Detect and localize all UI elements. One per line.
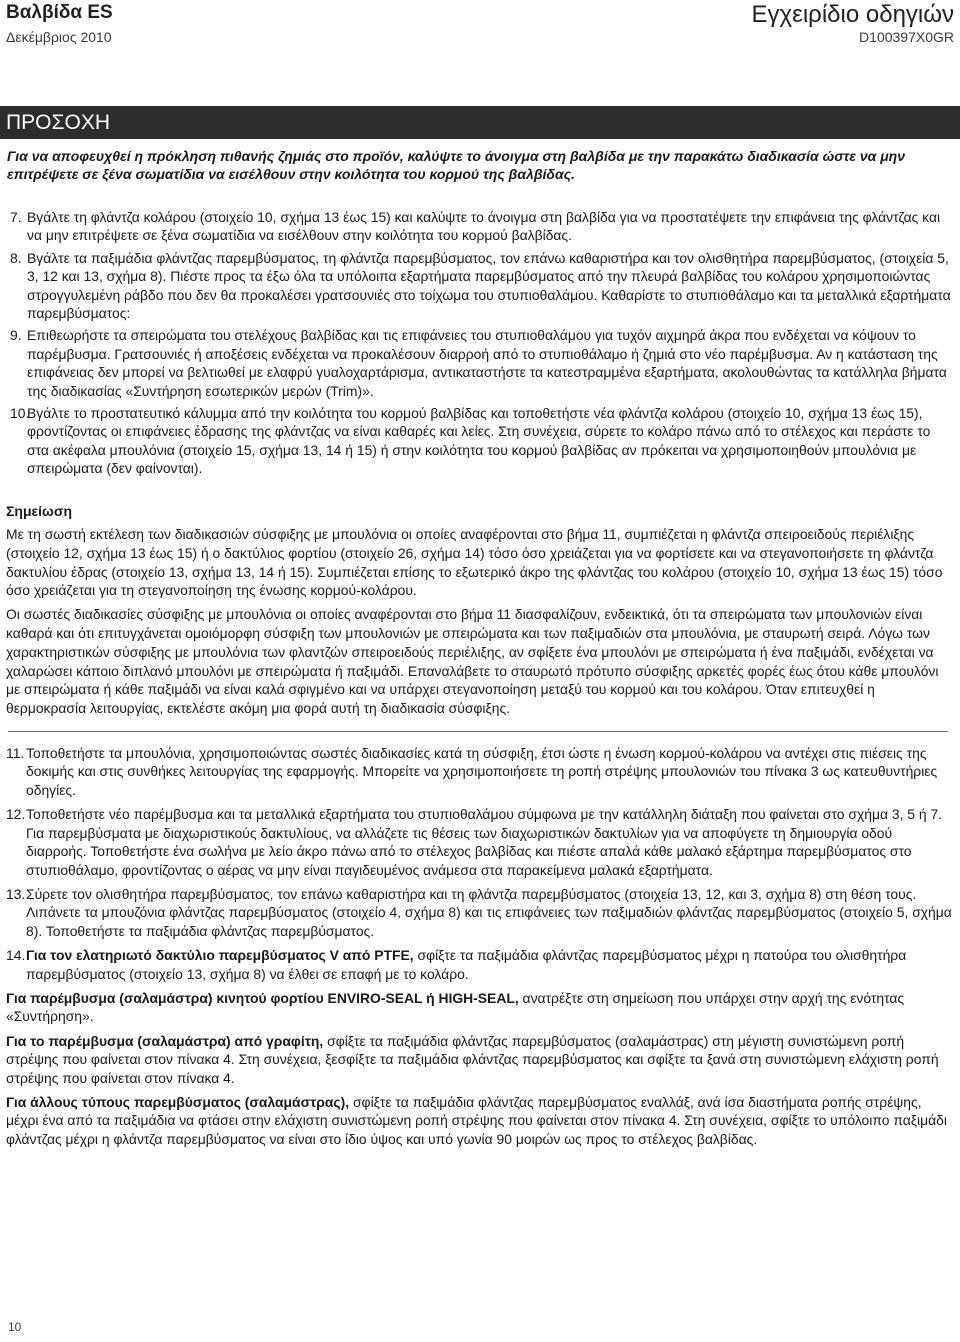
step-lead-bold: Για τον ελατηριωτό δακτύλιο παρεμβύσματος V από PTFE, bbox=[26, 947, 414, 964]
document-number: D100397X0GR bbox=[859, 29, 954, 45]
paragraph-body: σφίξτε τα παξιμάδια φλάντζας παρεμβύσματος (σαλαμάστρας) στη μέγιστη συνιστώμενη ροπή στρέψης που φαίνεται στον πίνακα 4. Στη συνέχεια, ξεσφίξτε τα παξιμάδια φλάντζας παρεμβύσματος και σφίξτε τα ξανά στη συνιστώμενη ελάχιστη ροπή στρέψης που φαίνεται στον πίνακα 4. bbox=[6, 1032, 939, 1086]
main-content bbox=[0, 208, 956, 1154]
step-number: 14. bbox=[6, 947, 26, 964]
paragraph-lead-bold: Για άλλους τύπους παρεμβύσματος (σαλαμάστρας), bbox=[6, 1093, 350, 1110]
step-text: Βγάλτε τη φλάντζα κολάρου (στοιχείο 10, σχήμα 13 έως 15) και καλύψτε το άνοιγμα στη βαλβίδα για να προστατέψετε την επιφάνεια της φλάντζας και να μην επιτρέψετε σε ξένα σωματίδια να εισέλθουν στην κοιλότητα του κορμού βαλβίδας. bbox=[27, 209, 941, 244]
step-text: Τοποθετήστε νέο παρέμβυσμα και τα μεταλλικά εξαρτήματα του στυπιοθαλάμου σύμφωνα με την κατάλληλη διάταξη που φαίνεται στο σχήμα 3, 5 ή 7. Για παρεμβύσματα με διαχωριστικούς δακτυλίους, να αλλάζετε τις θέσεις των διαχωριστικών δακτυλίων για να αποφύγετε τη δημιουργία οδού διαρροής. Τοποθετήστε ένα σωλήνα με λείο άκρο πάνω από το στέλεχος βαλβίδας και πιέστε απαλά κάθε μαλακό εξάρτημα παρεμβύσματος στο στυπιοθάλαμο, φροντίζοντας ο αέρας να μην είναι παγιδευμένος ανάμεσα στα παρακείμενα μαλακά εξαρτήματα. bbox=[26, 806, 943, 878]
step-8 bbox=[0, 249, 956, 323]
divider bbox=[8, 731, 948, 732]
steps-lower bbox=[0, 744, 956, 983]
graphite-paragraph bbox=[0, 1032, 956, 1087]
step-10 bbox=[0, 404, 956, 478]
other-packing-paragraph bbox=[0, 1093, 956, 1148]
paragraph-lead-bold: Για παρέμβυσμα (σαλαμάστρα) κινητού φορτίου ENVIRO-SEAL ή HIGH-SEAL, bbox=[6, 989, 519, 1006]
step-14 bbox=[0, 946, 956, 983]
page-header bbox=[0, 0, 960, 90]
paragraph-body: σφίξτε τα παξιμάδια φλάντζας παρεμβύσματος εναλλάξ, ανά ίσα διαστήματα ροπής στρέψης, μέχρι ένα από τα παξιμάδια να φτάσει στην ελάχιστη συνιστώμενη ροπή στρέψης που φαίνεται στον πίνακα 4. Στη συνέχεια, σφίξτε το υπόλοιπο παξιμάδι φλάντζας μέχρι η φλάντζα παρεμβύσματος να είναι στο ίδιο ύψος και υπό γωνία 90 μοιρών ως προς το στέλεχος βαλβίδας. bbox=[6, 1093, 947, 1147]
product-title: Βαλβίδα ES bbox=[6, 2, 113, 23]
note-paragraph: Οι σωστές διαδικασίες σύσφιξης με μπουλόνια οι οποίες αναφέρονται στο βήμα 11 διασφαλίζουν, ενδεικτικά, ότι τα σπειρώματα των μπουλονιών είναι καθαρά και ότι επιτυγχάνεται ομοιόμορφη σύσφιξη των μπουλονιών με σπειρώματα και των παξιμαδιών στα μπουλόνια, με σταυρωτή σειρά. Λόγω των χαρακτηριστικών σύσφιξης με μπουλόνια των φλαντζών σπειροειδούς περιέλιξης, αν σφίξετε ένα μπουλόνι με σπειρώματα ή ένα παξιμάδι, ενδέχεται να χαλαρώσει κάποιο διπλανό μπουλόνι με σπειρώματα ή παξιμάδι. Επαναλάβετε το σταυρωτό πρότυπο σύσφιξης αρκετές φορές έως ότου κάθε μπουλόνι με σπειρώματα ή κάθε παξιμάδι να είναι καλά σφιγμένο και να υπάρχει στεγανοποίηση μεταξύ του κορμού και του κολάρου. Όταν επιτευχθεί η θερμοκρασία λειτουργίας, εκτελέστε ακόμη μια φορά αυτή τη διαδικασία σύσφιξης. bbox=[6, 606, 939, 717]
step-text: Επιθεωρήστε τα σπειρώματα του στελέχους βαλβίδας και τις επιφάνειες του στυπιοθαλάμου για τυχόν αιχμηρά άκρα που ενδέχεται να κόψουν το παρέμβυσμα. Γρατσουνιές ή αποξέσεις ενδέχεται να προκαλέσουν διαρροή από το στυπιοθάλαμο ή ζημιά στο νέο παρέμβυσμα. Αν η κατάσταση της επιφάνειας δεν μπορεί να βελτιωθεί με ελαφρύ γυαλοχαρτάρισμα, αντικαταστήστε τα κατεστραμμένα εξαρτήματα, ακολουθώντας τα κατάλληλα βήματα της διαδικασίας «Συντήρηση εσωτερικών μερών (Trim)». bbox=[27, 327, 947, 399]
step-number: 13. bbox=[6, 885, 26, 902]
publication-date: Δεκέμβριος 2010 bbox=[6, 29, 112, 45]
manual-title: Εγχειρίδιο οδηγιών bbox=[751, 1, 954, 28]
caution-box bbox=[0, 106, 960, 183]
step-9 bbox=[0, 326, 956, 400]
step-number: 9. bbox=[10, 327, 22, 344]
step-7 bbox=[0, 208, 956, 245]
caution-text: Για να αποφευχθεί η πρόκληση πιθανής ζημιάς στο προϊόν, καλύψτε το άνοιγμα στη βαλβίδα με την παρακάτω διαδικασία ώστε να μην επιτρέψετε σε ξένα σωματίδια να εισέλθουν στην κοιλότητα του κορμού της βαλβίδας. bbox=[7, 148, 905, 182]
step-number: 7. bbox=[10, 209, 22, 225]
paragraph-lead-bold: Για το παρέμβυσμα (σαλαμάστρα) από γραφίτη, bbox=[6, 1032, 324, 1049]
step-text bbox=[0, 946, 956, 983]
page-number: 10 bbox=[8, 1320, 22, 1334]
step-text: Τοποθετήστε τα μπουλόνια, χρησιμοποιώντας σωστές διαδικασίες κατά τη σύσφιξη, έτσι ώστε η ένωση κορμού-κολάρου να αντέχει στις πιέσεις της δοκιμής και στις συνθήκες λειτουργίας της εφαρμογής. Μπορείτε να χρησιμοποιήσετε τη ροπή στρέψης μπουλονιών του πίνακα 3 ως κατευθυντήριες οδηγίες. bbox=[26, 745, 938, 798]
step-text: Βγάλτε τα παξιμάδια φλάντζας παρεμβύσματος, τη φλάντζα παρεμβύσματος, τον επάνω καθαριστήρα και τον ολισθητήρα παρεμβύσματος, (στοιχεία 5, 3, 12 και 13, σχήμα 8). Πιέστε προς τα έξω όλα τα υπόλοιπα εξαρτήματα παρεμβύσματος από την πλευρά βαλβίδας του κολάρου χρησιμοποιώντας στρογγυλεμένη ράβδο που δεν θα προκαλέσει γρατσουνιές στο τοίχωμα του στυπιοθαλάμου. Καθαρίστε το στυπιοθάλαμο και τα μεταλλικά εξαρτήματα παρεμβύσματος: bbox=[27, 249, 951, 322]
paragraph-body: ανατρέξτε στη σημείωση που υπάρχει στην αρχή της ενότητας «Συντήρηση». bbox=[6, 989, 905, 1025]
step-number: 12. bbox=[6, 806, 26, 823]
caution-title: ΠΡΟΣΟΧΗ bbox=[0, 106, 960, 139]
step-text: Βγάλτε το προστατευτικό κάλυμμα από την κοιλότητα του κορμού βαλβίδας και τοποθετήστε νέα φλάντζα κολάρου (στοιχείο 10, σχήμα 13 έως 15), φροντίζοντας οι επιφάνειες έδρασης της φλάντζας να είναι καθαρές και λείες. Στη συνέχεια, σύρετε το κολάρο πάνω από το στέλεχος και περάστε το στα ακέφαλα μπουλόνια (στοιχείο 15, σχήμα 13, 14 ή 15) ή στην κοιλότητα του κορμού βαλβίδας αν πρόκειται να χρησιμοποιηθούν μπουλόνια με σπειρώματα (δεν φαίνονται). bbox=[27, 405, 931, 477]
step-13 bbox=[0, 885, 956, 940]
step-11 bbox=[0, 744, 956, 799]
step-12 bbox=[0, 805, 956, 879]
step-number: 8. bbox=[10, 249, 22, 266]
enviro-seal-paragraph bbox=[0, 989, 956, 1026]
step-text: Σύρετε τον ολισθητήρα παρεμβύσματος, τον επάνω καθαριστήρα και τη φλάντζα παρεμβύσματος (στοιχεία 13, 12, και 3, σχήμα 8) στη θέση τους. Λιπάνετε τα μπουζόνια φλάντζας παρεμβύσματος (στοιχείο 4, σχήμα 8) και τις επιφάνειες των παξιμαδιών φλάντζας παρεμβύσματος (στοιχείο 5, σχήμα 8). Τοποθετήστε τα παξιμάδια φλάντζας παρεμβύσματος. bbox=[26, 885, 952, 939]
step-body: σφίξτε τα παξιμάδια φλάντζας παρεμβύσματος μέχρι η πατούρα του ολισθητήρα παρεμβύσματος (στοιχείο 13, σχήμα 8) να έλθει σε επαφή με το κολάρο. bbox=[26, 947, 907, 982]
note-title: Σημείωση bbox=[6, 502, 73, 519]
step-number: 11. bbox=[6, 745, 25, 762]
step-number: 10. bbox=[10, 405, 30, 422]
note-paragraph: Με τη σωστή εκτέλεση των διαδικασιών σύσφιξης με μπουλόνια οι οποίες αναφέρονται στο βήμα 11, συμπιέζεται η φλάντζα σπειροειδούς περιέλιξης (στοιχείο 12, σχήμα 13 έως 15) ή ο δακτύλιος φορτίου (στοιχείο 26, σχήμα 14) τόσο όσο χρειάζεται για να φορτίσετε και να στεγανοποιήσετε τη φλάντζα δακτυλίου έδρας (στοιχείο 13, σχήμα 13, 14 ή 15). Συμπιέζεται επίσης το εξωτερικό άκρο της φλάντζας του κολάρου (στοιχείο 10, σχήμα 13 έως 15) τόσο όσο χρειάζεται για τη στεγανοποίηση της ένωσης κορμού-κολάρου. bbox=[6, 526, 943, 599]
